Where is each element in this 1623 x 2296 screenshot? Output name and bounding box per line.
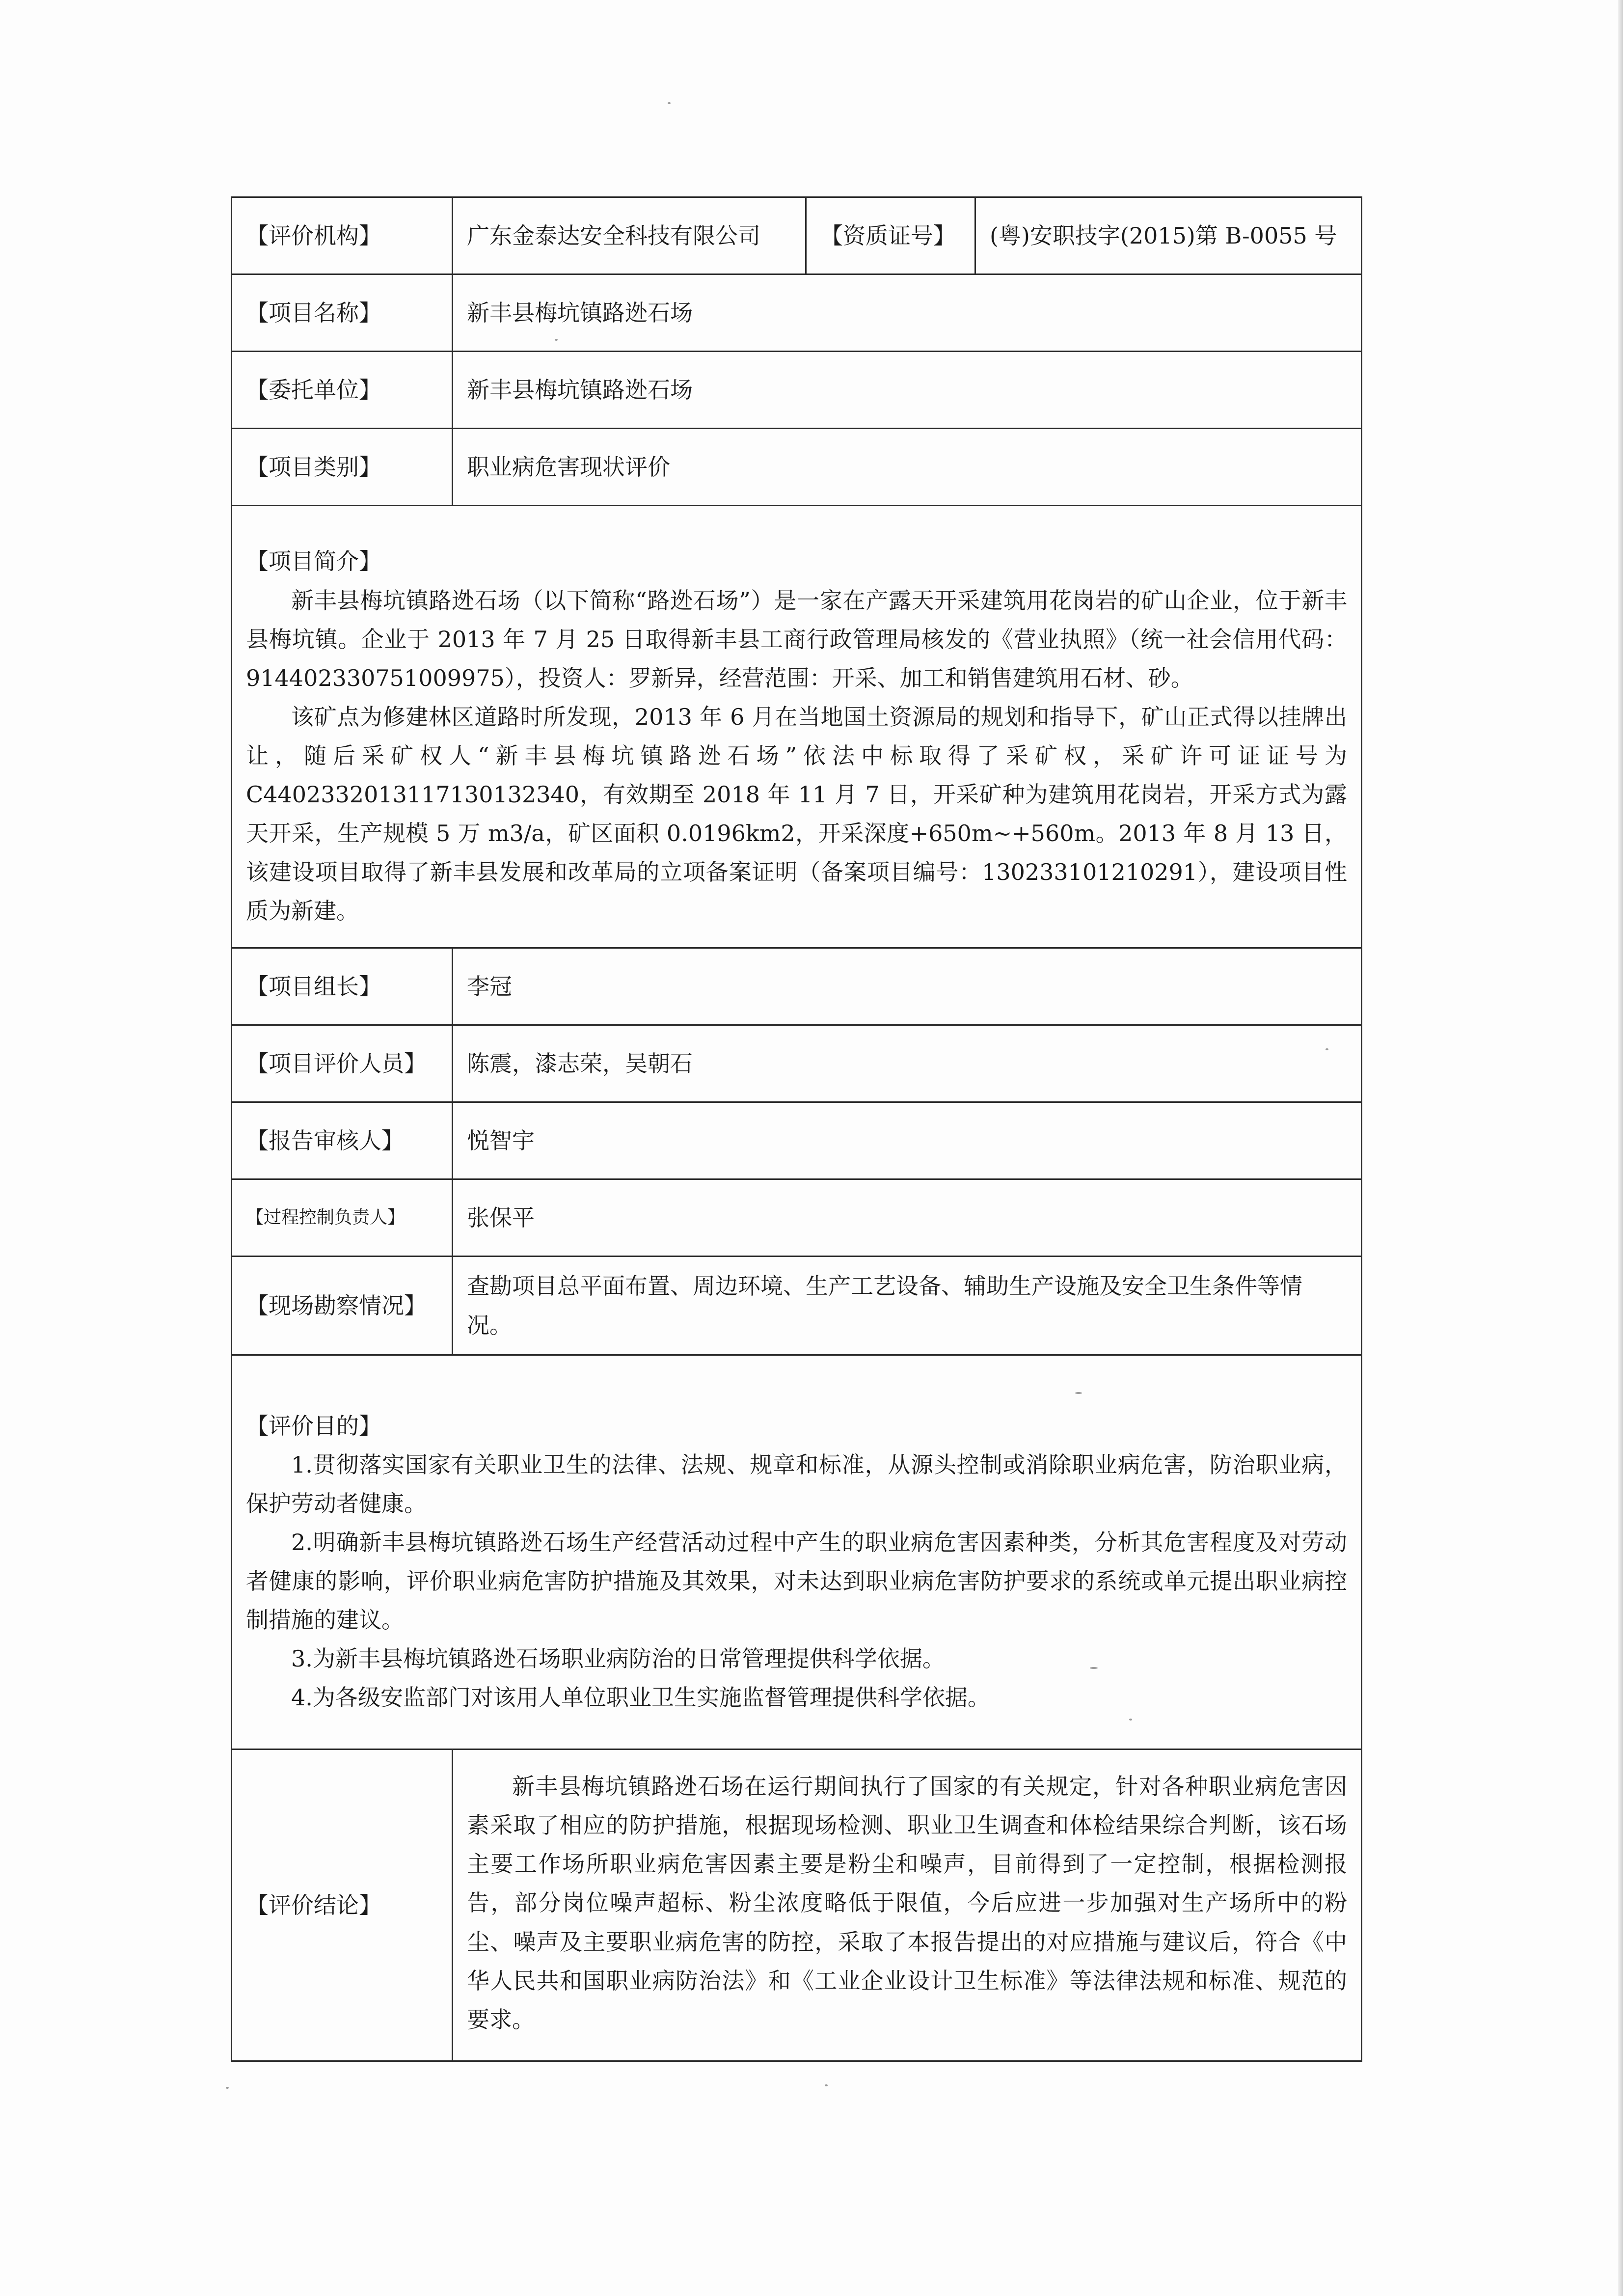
purpose-item-4: 4.为各级安监部门对该用人单位职业卫生实施监督管理提供科学依据。 <box>291 1684 990 1711</box>
reviewer-value: 悦智宇 <box>453 1102 1362 1179</box>
reviewer-row <box>232 1102 1362 1179</box>
purpose-section <box>232 1355 1362 1749</box>
evaluators-value: 陈震，漆志荣，吴朝石 <box>453 1025 1362 1102</box>
evaluators-row <box>232 1025 1362 1102</box>
conclusion-cell <box>453 1749 1362 2061</box>
client-label: 【委托单位】 <box>232 352 453 429</box>
conclusion-row <box>232 1749 1362 2061</box>
survey-value: 查勘项目总平面布置、周边环境、生产工艺设备、辅助生产设施及安全卫生条件等情况。 <box>453 1257 1362 1355</box>
leader-label: 【项目组长】 <box>232 948 453 1025</box>
reviewer-label: 【报告审核人】 <box>232 1102 453 1179</box>
process-control-value: 张保平 <box>453 1179 1362 1257</box>
client-value: 新丰县梅坑镇路迯石场 <box>453 352 1362 429</box>
purpose-item-1: 1.贯彻落实国家有关职业卫生的法律、法规、规章和标准，从源头控制或消除职业病危害，防治职业病，保护劳动者健康。 <box>246 1451 1347 1517</box>
project-name-label: 【项目名称】 <box>232 274 453 352</box>
intro-row <box>232 506 1362 948</box>
project-name-row <box>232 274 1362 352</box>
intro-paragraph-1: 新丰县梅坑镇路迯石场（以下简称“路迯石场”）是一家在产露天开采建筑用花岗岩的矿山企业，位于新丰县梅坑镇。企业于 2013 年 7 月 25 日取得新丰县工商行政管理局核发的《营业执照》（统一社会信用代码：914402330751009975），投资人：罗新异，经营范围：开采、加工和销售建筑用石材、砂。 <box>246 587 1347 691</box>
purpose-row <box>232 1355 1362 1749</box>
intro-heading: 【项目简介】 <box>246 548 381 575</box>
project-name-value: 新丰县梅坑镇路迯石场 <box>453 274 1362 352</box>
conclusion-label: 【评价结论】 <box>232 1749 453 2061</box>
org-row <box>232 197 1362 274</box>
category-row <box>232 429 1362 506</box>
page-edge-shadow <box>1618 0 1623 2296</box>
intro-paragraph-2: 该矿点为修建林区道路时所发现，2013 年 6 月在当地国土资源局的规划和指导下，矿山正式得以挂牌出让，随后采矿权人“新丰县梅坑镇路迯石场”依法中标取得了采矿权，采矿许可证证号为 C4402332013117130132340，有效期至 2018 年 11 月 7 日，开采矿种为建筑用花岗岩，开采方式为露天开采，生产规模 5 万 m3/a，矿区面积 0.0196km2，开采深度+650m~+560m。2013 年 8 月 13 日，该建设项目取得了新丰县发展和改革局的立项备案证明（备案项目编号：130233101210291），建设项目性质为新建。 <box>246 703 1347 925</box>
purpose-heading: 【评价目的】 <box>246 1412 381 1439</box>
category-label: 【项目类别】 <box>232 429 453 506</box>
leader-row <box>232 948 1362 1025</box>
evaluators-label: 【项目评价人员】 <box>232 1025 453 1102</box>
survey-label: 【现场勘察情况】 <box>232 1257 453 1355</box>
conclusion-text: 新丰县梅坑镇路迯石场在运行期间执行了国家的有关规定，针对各种职业病危害因素采取了相应的防护措施，根据现场检测、职业卫生调查和体检结果综合判断，该石场主要工作场所职业病危害因素主要是粉尘和噪声，目前得到了一定控制，根据检测报告，部分岗位噪声超标、粉尘浓度略低于限值，今后应进一步加强对生产场所中的粉尘、噪声及主要职业病危害的防控，采取了本报告提出的对应措施与建议后，符合《中华人民共和国职业病防治法》和《工业企业设计卫生标准》等法律法规和标准、规范的要求。 <box>467 1773 1347 2033</box>
org-label: 【评价机构】 <box>232 197 453 274</box>
scan-speck <box>825 2084 828 2086</box>
category-value: 职业病危害现状评价 <box>453 429 1362 506</box>
survey-row <box>232 1257 1362 1355</box>
evaluation-info-table <box>231 196 1362 2062</box>
purpose-item-3: 3.为新丰县梅坑镇路迯石场职业病防治的日常管理提供科学依据。 <box>291 1645 945 1672</box>
scan-speck <box>226 2087 229 2089</box>
org-value: 广东金泰达安全科技有限公司 <box>453 197 806 274</box>
process-control-row <box>232 1179 1362 1257</box>
purpose-item-2: 2.明确新丰县梅坑镇路迯石场生产经营活动过程中产生的职业病危害因素种类，分析其危害程度及对劳动者健康的影响，评价职业病危害防护措施及其效果，对未达到职业病危害防护要求的系统或单元提出职业病控制措施的建议。 <box>246 1529 1347 1634</box>
leader-value: 李冠 <box>453 948 1362 1025</box>
intro-section <box>232 506 1362 948</box>
scan-speck <box>668 102 671 104</box>
process-control-label: 【过程控制负责人】 <box>232 1179 453 1257</box>
client-row <box>232 352 1362 429</box>
cert-value: (粤)安职技字(2015)第 B-0055 号 <box>975 197 1362 274</box>
cert-label: 【资质证号】 <box>806 197 975 274</box>
